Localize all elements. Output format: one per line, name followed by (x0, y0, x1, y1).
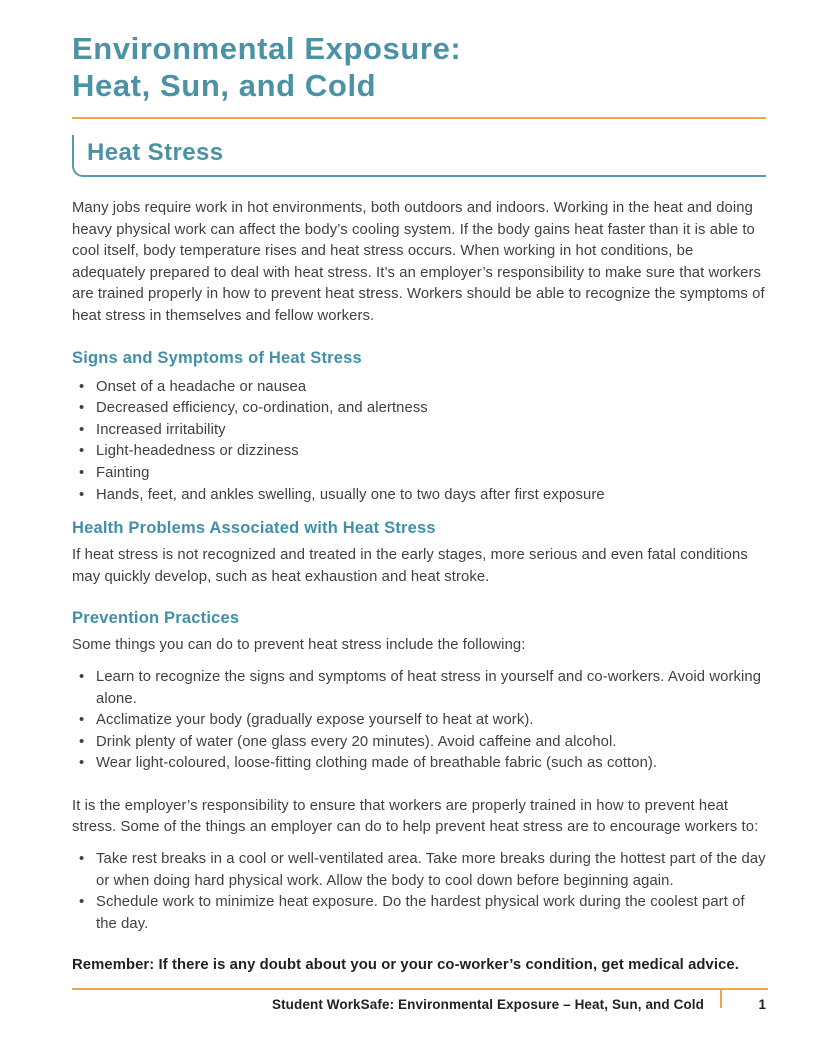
section-title: Heat Stress (87, 139, 224, 166)
list-item: • Increased irritability (72, 420, 766, 442)
prevention-intro: Some things you can do to prevent heat stress include the following: (72, 637, 526, 654)
list-item: • Take rest breaks in a cool or well-ventilated area. Take more breaks during the hottest part of the day or when doing hard physical work. Allow the body to cool down before beginning again. (72, 849, 766, 892)
footer-row (72, 990, 768, 1012)
list-item: • Hands, feet, and ankles swelling, usually one to two days after first exposure (72, 485, 766, 507)
list-item: • Onset of a headache or nausea (72, 377, 766, 399)
signs-list (72, 377, 766, 507)
document-title (72, 30, 766, 104)
list-item: • Drink plenty of water (one glass every 20 minutes). Avoid caffeine and alcohol. (72, 732, 766, 754)
prevention-heading: Prevention Practices (72, 609, 240, 628)
list-item: • Wear light-coloured, loose-fitting clothing made of breathable fabric (such as cotton). (72, 753, 766, 775)
prevention-employer-list (72, 849, 766, 935)
footer-page-number: 1 (758, 997, 766, 1012)
list-item: • Learn to recognize the signs and symptoms of heat stress in yourself and co-workers. Avoid working alone. (72, 667, 766, 710)
list-item: • Acclimatize your body (gradually expose yourself to heat at work). (72, 710, 766, 732)
title-divider-rule (72, 117, 766, 119)
reminder-note: Remember: If there is any doubt about you or your co-worker’s condition, get medical advice. (72, 957, 739, 974)
document-title-line2: Heat, Sun, and Cold (72, 68, 377, 103)
prevention-worker-list (72, 667, 766, 775)
list-item: • Schedule work to minimize heat exposure. Do the hardest physical work during the coolest part of the day. (72, 892, 766, 935)
footer-title: Student WorkSafe: Environmental Exposure – Heat, Sun, and Cold (271, 997, 704, 1012)
document-title-line1: Environmental Exposure: (72, 31, 462, 66)
list-item: • Light-headedness or dizziness (72, 441, 766, 463)
page-content (72, 0, 766, 977)
signs-heading: Signs and Symptoms of Heat Stress (72, 348, 362, 367)
section-banner (72, 135, 766, 177)
intro-paragraph: Many jobs require work in hot environments, both outdoors and indoors. Working in the heat and doing heavy physical work can affect the body’s cooling system. If the body gains heat faster than it is able to cool itself, body temperature rises and heat stress occurs. When working in hot conditions, be adequately prepared to deal with heat stress. It’s an employer’s responsibility to make sure that workers are trained properly in how to prevent heat stress. Workers should be able to recognize the symptoms of heat stress in themselves and fellow workers. (72, 200, 765, 324)
page-footer (72, 988, 768, 1012)
health-problems-paragraph: If heat stress is not recognized and treated in the early stages, more serious and even fatal conditions may quickly develop, such as heat exhaustion and heat stroke. (72, 547, 748, 585)
employer-paragraph: It is the employer’s responsibility to ensure that workers are properly trained in how to prevent heat stress. Some of the things an employer can do to help prevent heat stress are to encourage workers to: (72, 797, 759, 836)
list-item: • Fainting (72, 463, 766, 485)
list-item: • Decreased efficiency, co-ordination, and alertness (72, 398, 766, 420)
health-problems-heading: Health Problems Associated with Heat Stress (72, 519, 436, 538)
